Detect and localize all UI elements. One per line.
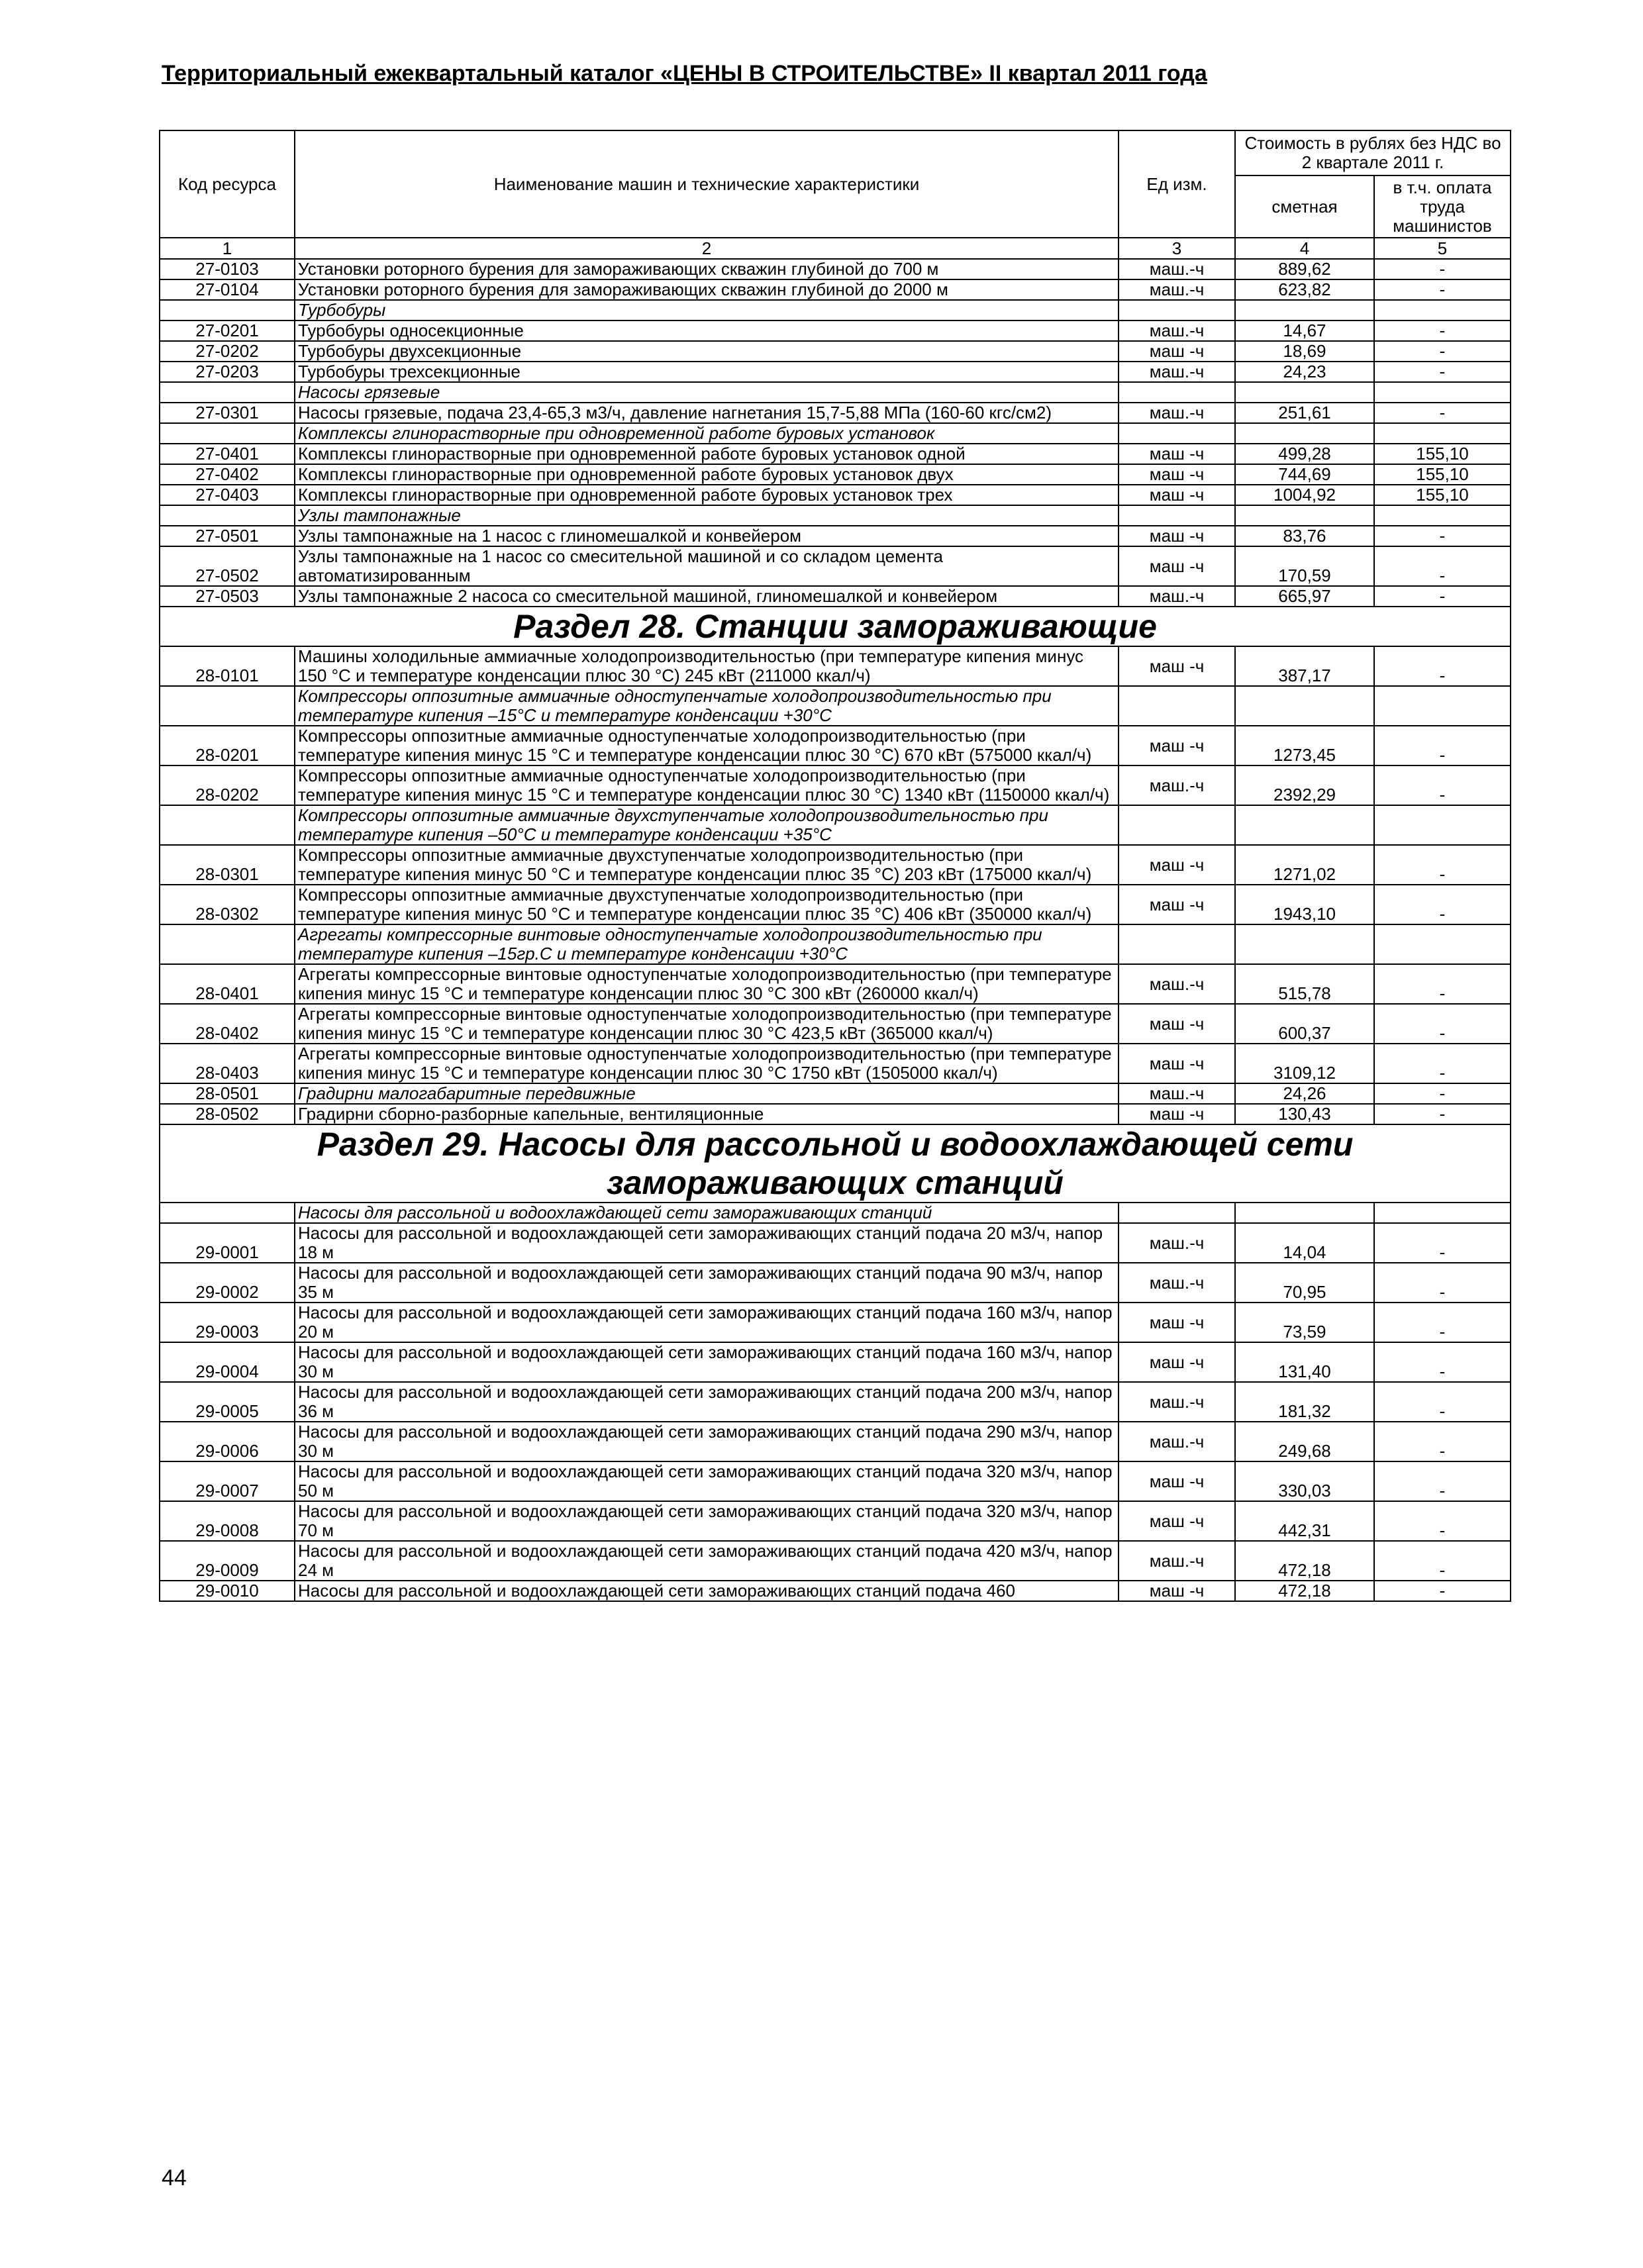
labor-cost-cell <box>1374 505 1511 526</box>
machine-name: Насосы грязевые <box>295 382 1119 403</box>
table-row <box>160 845 1511 885</box>
unit-cell: маш -ч <box>1119 845 1235 885</box>
header-name: Наименование машин и технические характеристики <box>295 130 1119 238</box>
unit-cell: маш.-ч <box>1119 259 1235 279</box>
unit-cell: маш -ч <box>1119 1303 1235 1342</box>
table-header-row <box>160 130 1511 175</box>
table-row <box>160 1541 1511 1581</box>
resource-code: 28-0502 <box>160 1104 295 1124</box>
section-heading-row <box>160 607 1511 646</box>
resource-code <box>160 382 295 403</box>
resource-code: 28-0101 <box>160 646 295 686</box>
labor-cost-cell: - <box>1374 341 1511 362</box>
machine-name: Узлы тампонажные на 1 насос с глиномешалкой и конвейером <box>295 526 1119 546</box>
resource-code: 27-0501 <box>160 526 295 546</box>
labor-cost-cell <box>1374 423 1511 444</box>
table-row <box>160 1263 1511 1303</box>
table-row <box>160 320 1511 341</box>
resource-code: 27-0202 <box>160 341 295 362</box>
cost-cell: 442,31 <box>1235 1501 1374 1541</box>
unit-cell: маш.-ч <box>1119 586 1235 607</box>
cost-cell: 1943,10 <box>1235 885 1374 924</box>
labor-cost-cell: - <box>1374 1382 1511 1422</box>
unit-cell: маш.-ч <box>1119 320 1235 341</box>
cost-cell: 18,69 <box>1235 341 1374 362</box>
table-row <box>160 1004 1511 1044</box>
resource-code <box>160 505 295 526</box>
labor-cost-cell: - <box>1374 646 1511 686</box>
unit-cell: маш -ч <box>1119 341 1235 362</box>
resource-code <box>160 300 295 320</box>
unit-cell: маш -ч <box>1119 726 1235 765</box>
cost-cell <box>1235 1203 1374 1223</box>
table-row <box>160 646 1511 686</box>
cost-cell: 472,18 <box>1235 1581 1374 1601</box>
machine-name: Насосы для рассольной и водоохлаждающей сети замораживающих станций подача 460 <box>295 1581 1119 1601</box>
page-number: 44 <box>162 2165 187 2191</box>
cost-cell: 387,17 <box>1235 646 1374 686</box>
unit-cell: маш -ч <box>1119 546 1235 586</box>
machine-name: Узлы тампонажные на 1 насос со смесительной машиной и со складом цемента автоматизированным <box>295 546 1119 586</box>
cost-cell: 330,03 <box>1235 1461 1374 1501</box>
machine-name: Турбобуры трехсекционные <box>295 362 1119 382</box>
unit-cell <box>1119 382 1235 403</box>
machine-name: Компрессоры оппозитные аммиачные двухступенчатые холодопроизводительностью (при температуре кипения минус 50 °С и температуре конденсации плюс 35 °С) 406 кВт (350000 ккал/ч) <box>295 885 1119 924</box>
table-row <box>160 464 1511 485</box>
labor-cost-cell: - <box>1374 546 1511 586</box>
resource-code: 28-0202 <box>160 765 295 805</box>
labor-cost-cell <box>1374 686 1511 726</box>
resource-code: 27-0403 <box>160 485 295 505</box>
labor-cost-cell: - <box>1374 765 1511 805</box>
header-cost: сметная <box>1235 175 1374 238</box>
machine-name: Компрессоры оппозитные аммиачные одноступенчатые холодопроизводительностью (при температуре кипения минус 15 °С и температуре конденсации плюс 30 °С) 670 кВт (575000 ккал/ч) <box>295 726 1119 765</box>
machine-name: Установки роторного бурения для замораживающих скважин глубиной до 700 м <box>295 259 1119 279</box>
group-heading-row <box>160 300 1511 320</box>
resource-code <box>160 423 295 444</box>
resource-code <box>160 1203 295 1223</box>
section-title: Раздел 28. Станции замораживающие <box>160 607 1511 646</box>
unit-cell: маш -ч <box>1119 485 1235 505</box>
labor-cost-cell: - <box>1374 279 1511 300</box>
unit-cell <box>1119 686 1235 726</box>
cost-cell: 889,62 <box>1235 259 1374 279</box>
unit-cell: маш.-ч <box>1119 1422 1235 1461</box>
machine-name: Насосы для рассольной и водоохлаждающей сети замораживающих станций подача 200 м3/ч, напор 36 м <box>295 1382 1119 1422</box>
resource-code: 28-0201 <box>160 726 295 765</box>
unit-cell: маш -ч <box>1119 464 1235 485</box>
table-row <box>160 259 1511 279</box>
cost-cell <box>1235 423 1374 444</box>
resource-code: 29-0008 <box>160 1501 295 1541</box>
cost-cell: 1271,02 <box>1235 845 1374 885</box>
header-unit: Ед изм. <box>1119 130 1235 238</box>
table-row <box>160 1342 1511 1382</box>
machine-name: Насосы для рассольной и водоохлаждающей сети замораживающих станций <box>295 1203 1119 1223</box>
resource-code <box>160 805 295 845</box>
labor-cost-cell: - <box>1374 259 1511 279</box>
cost-cell: 1004,92 <box>1235 485 1374 505</box>
machine-name: Градирни малогабаритные передвижные <box>295 1083 1119 1104</box>
unit-cell: маш.-ч <box>1119 1263 1235 1303</box>
table-row <box>160 726 1511 765</box>
labor-cost-cell: - <box>1374 1541 1511 1581</box>
unit-cell: маш.-ч <box>1119 279 1235 300</box>
table-row <box>160 586 1511 607</box>
labor-cost-cell <box>1374 382 1511 403</box>
resource-code: 27-0103 <box>160 259 295 279</box>
machine-name: Турбобуры односекционные <box>295 320 1119 341</box>
table-row <box>160 485 1511 505</box>
cost-cell: 130,43 <box>1235 1104 1374 1124</box>
resource-code: 27-0502 <box>160 546 295 586</box>
cost-cell: 1273,45 <box>1235 726 1374 765</box>
cost-cell <box>1235 686 1374 726</box>
labor-cost-cell: 155,10 <box>1374 485 1511 505</box>
group-heading-row <box>160 686 1511 726</box>
labor-cost-cell: - <box>1374 526 1511 546</box>
cost-cell: 2392,29 <box>1235 765 1374 805</box>
unit-cell: маш.-ч <box>1119 1382 1235 1422</box>
unit-cell: маш -ч <box>1119 1342 1235 1382</box>
column-number: 3 <box>1119 238 1235 259</box>
cost-cell <box>1235 382 1374 403</box>
machine-name: Узлы тампонажные 2 насоса со смесительной машиной, глиномешалкой и конвейером <box>295 586 1119 607</box>
resource-code: 27-0201 <box>160 320 295 341</box>
labor-cost-cell: - <box>1374 362 1511 382</box>
section-heading-row <box>160 1124 1511 1203</box>
unit-cell: маш.-ч <box>1119 964 1235 1004</box>
unit-cell: маш.-ч <box>1119 1541 1235 1581</box>
section-title: Раздел 29. Насосы для рассольной и водоохлаждающей сети замораживающих станций <box>160 1124 1511 1203</box>
machine-name: Насосы для рассольной и водоохлаждающей сети замораживающих станций подача 290 м3/ч, напор 30 м <box>295 1422 1119 1461</box>
unit-cell: маш -ч <box>1119 646 1235 686</box>
labor-cost-cell: - <box>1374 964 1511 1004</box>
cost-cell <box>1235 805 1374 845</box>
machine-name: Компрессоры оппозитные аммиачные двухступенчатые холодопроизводительностью (при температуре кипения минус 50 °С и температуре конденсации плюс 35 °С) 203 кВт (175000 ккал/ч) <box>295 845 1119 885</box>
cost-cell: 600,37 <box>1235 1004 1374 1044</box>
column-number: 4 <box>1235 238 1374 259</box>
table-row <box>160 362 1511 382</box>
resource-code <box>160 924 295 964</box>
table-row <box>160 1303 1511 1342</box>
labor-cost-cell: - <box>1374 1422 1511 1461</box>
cost-cell: 251,61 <box>1235 403 1374 423</box>
cost-cell: 14,67 <box>1235 320 1374 341</box>
machine-name: Комплексы глинорастворные при одновременной работе буровых установок одной <box>295 444 1119 464</box>
machine-name: Агрегаты компрессорные винтовые одноступенчатые холодопроизводительностью при температуре кипения –15гр.С и температуре конденсации +30°С <box>295 924 1119 964</box>
group-heading-row <box>160 382 1511 403</box>
unit-cell: маш -ч <box>1119 1581 1235 1601</box>
column-number: 1 <box>160 238 295 259</box>
labor-cost-cell: - <box>1374 726 1511 765</box>
labor-cost-cell <box>1374 1203 1511 1223</box>
cost-cell: 83,76 <box>1235 526 1374 546</box>
cost-cell: 472,18 <box>1235 1541 1374 1581</box>
labor-cost-cell: - <box>1374 320 1511 341</box>
group-heading-row <box>160 423 1511 444</box>
group-heading-row <box>160 1083 1511 1104</box>
machine-name: Насосы для рассольной и водоохлаждающей сети замораживающих станций подача 320 м3/ч, напор 70 м <box>295 1501 1119 1541</box>
machine-name: Турбобуры <box>295 300 1119 320</box>
resource-code <box>160 686 295 726</box>
labor-cost-cell: - <box>1374 1581 1511 1601</box>
cost-cell: 24,26 <box>1235 1083 1374 1104</box>
labor-cost-cell: - <box>1374 403 1511 423</box>
machine-name: Агрегаты компрессорные винтовые одноступенчатые холодопроизводительностью (при температуре кипения минус 15 °С и температуре конденсации плюс 30 °С 300 кВт (260000 ккал/ч) <box>295 964 1119 1004</box>
labor-cost-cell: - <box>1374 1044 1511 1083</box>
labor-cost-cell: - <box>1374 586 1511 607</box>
table-row <box>160 1501 1511 1541</box>
cost-cell <box>1235 300 1374 320</box>
machine-name: Компрессоры оппозитные аммиачные одноступенчатые холодопроизводительностью (при температуре кипения минус 15 °С и температуре конденсации плюс 30 °С) 1340 кВт (1150000 ккал/ч) <box>295 765 1119 805</box>
cost-cell <box>1235 505 1374 526</box>
cost-cell: 623,82 <box>1235 279 1374 300</box>
resource-code: 28-0402 <box>160 1004 295 1044</box>
header-labor: в т.ч. оплата труда машинистов <box>1374 175 1511 238</box>
header-code: Код ресурса <box>160 130 295 238</box>
table-row <box>160 1581 1511 1601</box>
resource-code: 29-0001 <box>160 1223 295 1263</box>
table-row <box>160 765 1511 805</box>
machine-name: Компрессоры оппозитные аммиачные двухступенчатые холодопроизводительностью при температуре кипения –50°С и температуре конденсации +35°С <box>295 805 1119 845</box>
cost-cell: 181,32 <box>1235 1382 1374 1422</box>
labor-cost-cell: - <box>1374 1501 1511 1541</box>
machine-name: Машины холодильные аммиачные холодопроизводительностью (при температуре кипения минус 150 °С и температуре конденсации плюс 30 °С) 245 кВт (211000 ккал/ч) <box>295 646 1119 686</box>
table-row <box>160 1422 1511 1461</box>
resource-code: 29-0005 <box>160 1382 295 1422</box>
cost-cell: 515,78 <box>1235 964 1374 1004</box>
resource-code: 29-0009 <box>160 1541 295 1581</box>
labor-cost-cell <box>1374 924 1511 964</box>
resource-code: 28-0501 <box>160 1083 295 1104</box>
machine-name: Градирни сборно-разборные капельные, вентиляционные <box>295 1104 1119 1124</box>
resource-code: 29-0002 <box>160 1263 295 1303</box>
labor-cost-cell: 155,10 <box>1374 444 1511 464</box>
column-number: 2 <box>295 238 1119 259</box>
cost-cell: 665,97 <box>1235 586 1374 607</box>
table-row <box>160 1223 1511 1263</box>
labor-cost-cell: - <box>1374 1461 1511 1501</box>
machine-name: Насосы для рассольной и водоохлаждающей сети замораживающих станций подача 420 м3/ч, напор 24 м <box>295 1541 1119 1581</box>
cost-cell: 744,69 <box>1235 464 1374 485</box>
group-heading-row <box>160 1203 1511 1223</box>
labor-cost-cell: 155,10 <box>1374 464 1511 485</box>
cost-cell: 249,68 <box>1235 1422 1374 1461</box>
cost-cell <box>1235 924 1374 964</box>
labor-cost-cell: - <box>1374 1104 1511 1124</box>
table-row <box>160 546 1511 586</box>
table-row <box>160 1044 1511 1083</box>
unit-cell <box>1119 423 1235 444</box>
resource-code: 27-0402 <box>160 464 295 485</box>
table-row <box>160 279 1511 300</box>
machine-name: Агрегаты компрессорные винтовые одноступенчатые холодопроизводительностью (при температуре кипения минус 15 °С и температуре конденсации плюс 30 °С 423,5 кВт (365000 ккал/ч) <box>295 1004 1119 1044</box>
table-row <box>160 885 1511 924</box>
labor-cost-cell: - <box>1374 885 1511 924</box>
resource-code: 29-0007 <box>160 1461 295 1501</box>
labor-cost-cell: - <box>1374 1342 1511 1382</box>
unit-cell: маш.-ч <box>1119 1083 1235 1104</box>
resource-code: 27-0503 <box>160 586 295 607</box>
resource-code: 27-0203 <box>160 362 295 382</box>
machine-name: Узлы тампонажные <box>295 505 1119 526</box>
labor-cost-cell: - <box>1374 1004 1511 1044</box>
column-numbers-row <box>160 238 1511 259</box>
unit-cell <box>1119 505 1235 526</box>
cost-cell: 131,40 <box>1235 1342 1374 1382</box>
table-row <box>160 403 1511 423</box>
machine-name: Агрегаты компрессорные винтовые одноступенчатые холодопроизводительностью (при температуре кипения минус 15 °С и температуре конденсации плюс 30 °С 1750 кВт (1505000 ккал/ч) <box>295 1044 1119 1083</box>
machine-name: Установки роторного бурения для замораживающих скважин глубиной до 2000 м <box>295 279 1119 300</box>
cost-cell: 14,04 <box>1235 1223 1374 1263</box>
cost-cell: 499,28 <box>1235 444 1374 464</box>
resource-code: 29-0006 <box>160 1422 295 1461</box>
unit-cell: маш.-ч <box>1119 403 1235 423</box>
labor-cost-cell: - <box>1374 1263 1511 1303</box>
table-body <box>160 259 1511 1601</box>
cost-cell: 24,23 <box>1235 362 1374 382</box>
labor-cost-cell <box>1374 300 1511 320</box>
cost-cell: 170,59 <box>1235 546 1374 586</box>
table-row <box>160 1382 1511 1422</box>
labor-cost-cell: - <box>1374 1083 1511 1104</box>
resource-code: 27-0301 <box>160 403 295 423</box>
machine-name: Насосы для рассольной и водоохлаждающей сети замораживающих станций подача 160 м3/ч, напор 20 м <box>295 1303 1119 1342</box>
machine-name: Насосы для рассольной и водоохлаждающей сети замораживающих станций подача 160 м3/ч, напор 30 м <box>295 1342 1119 1382</box>
machine-name: Насосы для рассольной и водоохлаждающей сети замораживающих станций подача 20 м3/ч, напор 18 м <box>295 1223 1119 1263</box>
price-catalog-table <box>159 130 1511 1602</box>
unit-cell: маш -ч <box>1119 1044 1235 1083</box>
unit-cell <box>1119 924 1235 964</box>
unit-cell: маш -ч <box>1119 1461 1235 1501</box>
machine-name: Насосы для рассольной и водоохлаждающей сети замораживающих станций подача 320 м3/ч, напор 50 м <box>295 1461 1119 1501</box>
unit-cell <box>1119 805 1235 845</box>
machine-name: Компрессоры оппозитные аммиачные одноступенчатые холодопроизводительностью при температуре кипения –15°С и температуре конденсации +30°С <box>295 686 1119 726</box>
table-row <box>160 341 1511 362</box>
group-heading-row <box>160 805 1511 845</box>
table-row <box>160 964 1511 1004</box>
unit-cell: маш -ч <box>1119 1004 1235 1044</box>
machine-name: Комплексы глинорастворные при одновременной работе буровых установок двух <box>295 464 1119 485</box>
cost-cell: 3109,12 <box>1235 1044 1374 1083</box>
labor-cost-cell: - <box>1374 1223 1511 1263</box>
unit-cell: маш -ч <box>1119 1104 1235 1124</box>
unit-cell: маш -ч <box>1119 444 1235 464</box>
resource-code: 29-0003 <box>160 1303 295 1342</box>
labor-cost-cell: - <box>1374 845 1511 885</box>
resource-code: 28-0401 <box>160 964 295 1004</box>
header-cost-group: Стоимость в рублях без НДС во 2 квартале 2011 г. <box>1235 130 1511 175</box>
table-row <box>160 526 1511 546</box>
unit-cell: маш -ч <box>1119 885 1235 924</box>
labor-cost-cell <box>1374 805 1511 845</box>
resource-code: 28-0403 <box>160 1044 295 1083</box>
table-row <box>160 444 1511 464</box>
unit-cell <box>1119 300 1235 320</box>
unit-cell: маш.-ч <box>1119 1223 1235 1263</box>
resource-code: 29-0004 <box>160 1342 295 1382</box>
group-heading-row <box>160 505 1511 526</box>
unit-cell: маш.-ч <box>1119 765 1235 805</box>
resource-code: 29-0010 <box>160 1581 295 1601</box>
unit-cell: маш -ч <box>1119 1501 1235 1541</box>
group-heading-row <box>160 924 1511 964</box>
cost-cell: 70,95 <box>1235 1263 1374 1303</box>
unit-cell: маш.-ч <box>1119 362 1235 382</box>
machine-name: Комплексы глинорастворные при одновременной работе буровых установок <box>295 423 1119 444</box>
unit-cell: маш -ч <box>1119 526 1235 546</box>
cost-cell: 73,59 <box>1235 1303 1374 1342</box>
table-row <box>160 1461 1511 1501</box>
resource-code: 27-0401 <box>160 444 295 464</box>
resource-code: 27-0104 <box>160 279 295 300</box>
page-header: Территориальный ежеквартальный каталог «ЦЕНЫ В СТРОИТЕЛЬСТВЕ» II квартал 2011 года <box>162 61 1207 86</box>
column-number: 5 <box>1374 238 1511 259</box>
resource-code: 28-0301 <box>160 845 295 885</box>
resource-code: 28-0302 <box>160 885 295 924</box>
machine-name: Турбобуры двухсекционные <box>295 341 1119 362</box>
table-row <box>160 1104 1511 1124</box>
labor-cost-cell: - <box>1374 1303 1511 1342</box>
machine-name: Насосы для рассольной и водоохлаждающей сети замораживающих станций подача 90 м3/ч, напор 35 м <box>295 1263 1119 1303</box>
machine-name: Комплексы глинорастворные при одновременной работе буровых установок трех <box>295 485 1119 505</box>
machine-name: Насосы грязевые, подача 23,4-65,3 м3/ч, давление нагнетания 15,7-5,88 МПа (160-60 кгс/см2) <box>295 403 1119 423</box>
unit-cell <box>1119 1203 1235 1223</box>
